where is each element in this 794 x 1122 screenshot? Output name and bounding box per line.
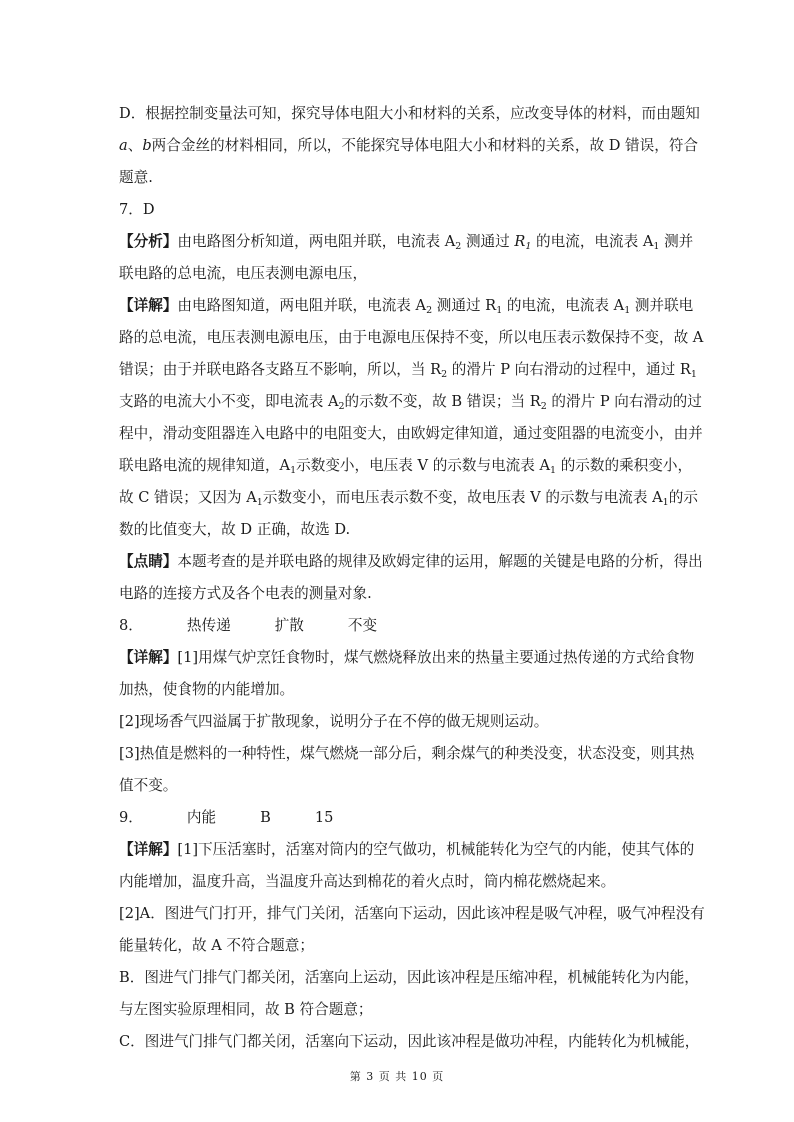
text-line: 值不变。 [119,777,178,794]
subscript: 1 [662,497,669,508]
text-line: 路的总电流，电压表测电源电压，由于电源电压保持不变，所以电压表示数保持不变，故 A [119,329,704,346]
text-span: 的示数不变，故 B 错误；当 R [344,393,541,410]
text-span: 由电路图知道，两电阻并联，电流表 A [177,297,427,314]
answer-2: B [260,809,271,826]
detail-line [119,840,694,860]
detail-tag: 【详解】 [119,649,178,666]
subscript: 2 [455,241,462,252]
detail-line [119,648,694,668]
subscript: 2 [540,401,547,412]
text-span: 联电路电流的规律知道，A [119,457,291,474]
subscript: 1 [550,465,557,476]
text-line: B．图进气门排气门都关闭，活塞向上运动，因此该冲程是压缩冲程，机械能转化为内能， [119,969,699,986]
question-number: 8． [119,617,143,634]
question-9-answers [119,808,333,828]
subscript: 1 [496,305,503,316]
answer-1: 热传递 [186,617,231,634]
text-span: 支路的电流大小不变，即电流表 A [119,393,339,410]
subscript: 1 [653,241,660,252]
separator: 、 [127,137,143,154]
subscript: 1 [690,369,697,380]
text-span: 测并联电 [630,297,694,314]
answer-1: 内能 [186,809,217,826]
text-span: 本题考查的是并联电路的规律及欧姆定律的运用，解题的关键是电路的分析，得出 [177,553,703,570]
text-line: 内能增加，温度升高，当温度升高达到棉花的着火点时，筒内棉花燃烧起来。 [119,873,616,890]
text-line: 与左图实验原理相同，故 B 符合题意； [119,1001,373,1018]
text-span: 由电路图分析知道，两电阻并联，电流表 A [177,233,456,250]
subscript: 2 [338,401,345,412]
subscript: 1 [256,497,263,508]
text-span: 的示 [668,489,698,506]
var-b: b [142,137,152,154]
question-number: 9． [119,809,143,826]
text-span: 的滑片 P 向右滑动的过程中，通过 R [447,361,691,378]
comment-tag: 【点睛】 [119,553,178,570]
text-line: 电路的连接方式及各个电表的测量对象. [119,585,372,602]
question-7-heading: 7．D [119,201,155,218]
page-footer: 第 3 页 共 10 页 [349,1070,445,1083]
comment-line [119,552,703,572]
detail-tag: 【详解】 [119,297,178,314]
text-line [119,456,692,476]
text-line: 题意. [119,169,153,186]
text-line: [3]热值是燃料的一种特性，煤气燃烧一部分后，剩余煤气的种类没变，状态没变，则其热 [119,745,695,762]
subscript: 1 [624,305,631,316]
text-line [119,488,698,508]
answer-3: 15 [314,809,334,826]
text-line: 程中，滑动变阻器连入电路中的电阻变大，由欧姆定律知道，通过变阻器的电流变小，由并 [119,425,703,442]
subscript: 2 [426,305,433,316]
text-span: 两合金丝的材料相同，所以，不能探究导体电阻大小和材料的关系，故 D 错误，符合 [151,137,699,154]
detail-line [119,296,693,316]
text-span: 示数变小，而电压表示数不变，故电压表 V 的示数与电流表 A [262,489,663,506]
text-span: [1]用煤气炉烹饪食物时，煤气燃烧释放出来的热量主要通过热传递的方式给食物 [177,649,695,666]
text-line: [2]A．图进气门打开，排气门关闭，活塞向下运动，因此该冲程是吸气冲程，吸气冲程没有 [119,905,705,922]
subscript: 1 [525,241,532,252]
text-span: 的电流，电流表 A [531,233,654,250]
subscript: 2 [441,369,448,380]
text-span: 的示数的乘积变小， [556,457,693,474]
text-span: 测通过 R [432,297,497,314]
text-span: 示数变小，电压表 V 的示数与电流表 A [296,457,551,474]
text-line [119,136,698,156]
text-line [119,392,702,412]
var-R: R [514,233,526,250]
text-line: 联电路的总电流，电压表测电源电压， [119,265,368,282]
text-span: [1]下压活塞时，活塞对筒内的空气做功，机械能转化为空气的内能，使其气体的 [177,841,695,858]
text-span: 故 C 错误；又因为 A [119,489,257,506]
text-span: 错误；由于并联电路各支路互不影响，所以，当 R [119,361,442,378]
analysis-line [119,232,693,252]
text-span: 的电流，电流表 A [502,297,625,314]
text-line: D．根据控制变量法可知，探究导体电阻大小和材料的关系，应改变导体的材料，而由题知 [119,105,700,122]
text-line: 能量转化，故 A 不符合题意； [119,937,314,954]
text-line: C．图进气门排气门都关闭，活塞向下运动，因此该冲程是做功冲程，内能转化为机械能， [119,1033,700,1050]
answer-3: 不变 [347,617,378,634]
detail-tag: 【详解】 [119,841,178,858]
text-line: [2]现场香气四溢属于扩散现象，说明分子在不停的做无规则运动。 [119,713,549,730]
question-8-answers [119,616,377,636]
text-line [119,360,697,380]
answer-2: 扩散 [274,617,304,634]
analysis-tag: 【分析】 [119,233,178,250]
text-span: 测通过 [461,233,515,250]
var-a: a [119,137,128,154]
text-span: 的滑片 P 向右滑动的过 [546,393,702,410]
subscript: 1 [290,465,297,476]
text-line: 加热，使食物的内能增加。 [119,681,295,698]
text-line: 数的比值变大，故 D 正确，故选 D. [119,521,351,538]
text-span: 测并 [659,233,694,250]
